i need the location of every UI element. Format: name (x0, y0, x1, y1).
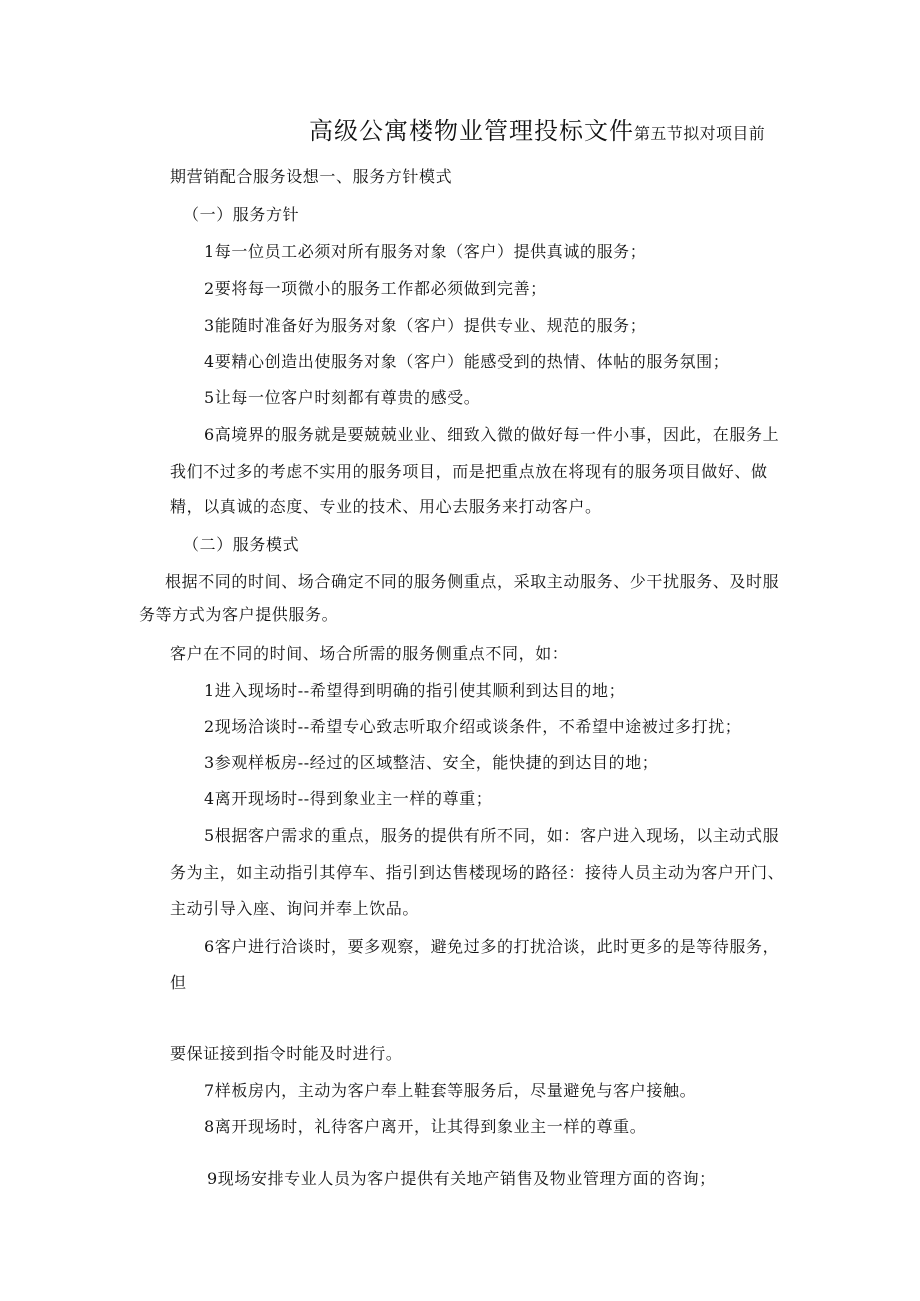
section1-heading: （一）服务方针 (183, 205, 300, 224)
paragraph: 主动引导入座、询问并奉上饮品。 (170, 899, 420, 918)
document-title (309, 116, 765, 146)
paragraph: 精，以真诚的态度、专业的技术、用心去服务来打动客户。 (170, 497, 602, 516)
paragraph: 3参观样板房--经过的区域整洁、安全，能快捷的到达目的地； (204, 753, 659, 772)
paragraph: 1每一位员工必须对所有服务对象（客户）提供真诚的服务； (204, 242, 647, 261)
paragraph: 6高境界的服务就是要兢兢业业、细致入微的做好每一件小事，因此，在服务上 (204, 425, 780, 444)
paragraph: 2现场洽谈时--希望专心致志听取介绍或谈条件，不希望中途被过多打扰； (204, 717, 742, 736)
paragraph: 要保证接到指令时能及时进行。 (170, 1044, 403, 1063)
paragraph: 3能随时准备好为服务对象（客户）提供专业、规范的服务； (204, 316, 647, 335)
paragraph: 我们不过多的考虑不实用的服务项目，而是把重点放在将现有的服务项目做好、做 (170, 462, 768, 481)
title-continuation: 期营销配合服务设想一、服务方针模式 (170, 167, 453, 186)
section2-heading: （二）服务模式 (183, 535, 300, 554)
paragraph: 4要精心创造出使服务对象（客户）能感受到的热情、体帖的服务氛围； (204, 352, 730, 371)
paragraph: 客户在不同的时间、场合所需的服务侧重点不同，如： (170, 644, 569, 663)
paragraph: 1进入现场时--希望得到明确的指引使其顺利到达目的地； (204, 681, 626, 700)
title-sub: 第五节拟对项目前 (634, 124, 766, 143)
paragraph: 务为主，如主动指引其停车、指引到达售楼现场的路径：接待人员主动为客户开门、 (170, 863, 785, 882)
paragraph: 4离开现场时--得到象业主一样的尊重； (204, 789, 493, 808)
paragraph: 2要将每一项微小的服务工作都必须做到完善； (204, 279, 547, 298)
title-main: 高级公寓楼物业管理投标文件 (309, 117, 634, 145)
paragraph: 根据不同的时间、场合确定不同的服务侧重点，采取主动服务、少干扰服务、及时服 (165, 572, 780, 591)
paragraph: 6客户进行洽谈时，要多观察，避免过多的打扰洽谈，此时更多的是等待服务， (204, 937, 780, 956)
paragraph: 5让每一位客户时刻都有尊贵的感受。 (204, 388, 481, 407)
paragraph: 8离开现场时，礼待客户离开，让其得到象业主一样的尊重。 (204, 1117, 647, 1136)
paragraph: 5根据客户需求的重点，服务的提供有所不同，如：客户进入现场，以主动式服 (204, 826, 780, 845)
paragraph: 9现场安排专业人员为客户提供有关地产销售及物业管理方面的咨询； (207, 1169, 716, 1188)
paragraph: 但 (170, 973, 187, 992)
paragraph: 务等方式为客户提供服务。 (139, 605, 339, 624)
paragraph: 7样板房内，主动为客户奉上鞋套等服务后，尽量避免与客户接触。 (204, 1081, 697, 1100)
